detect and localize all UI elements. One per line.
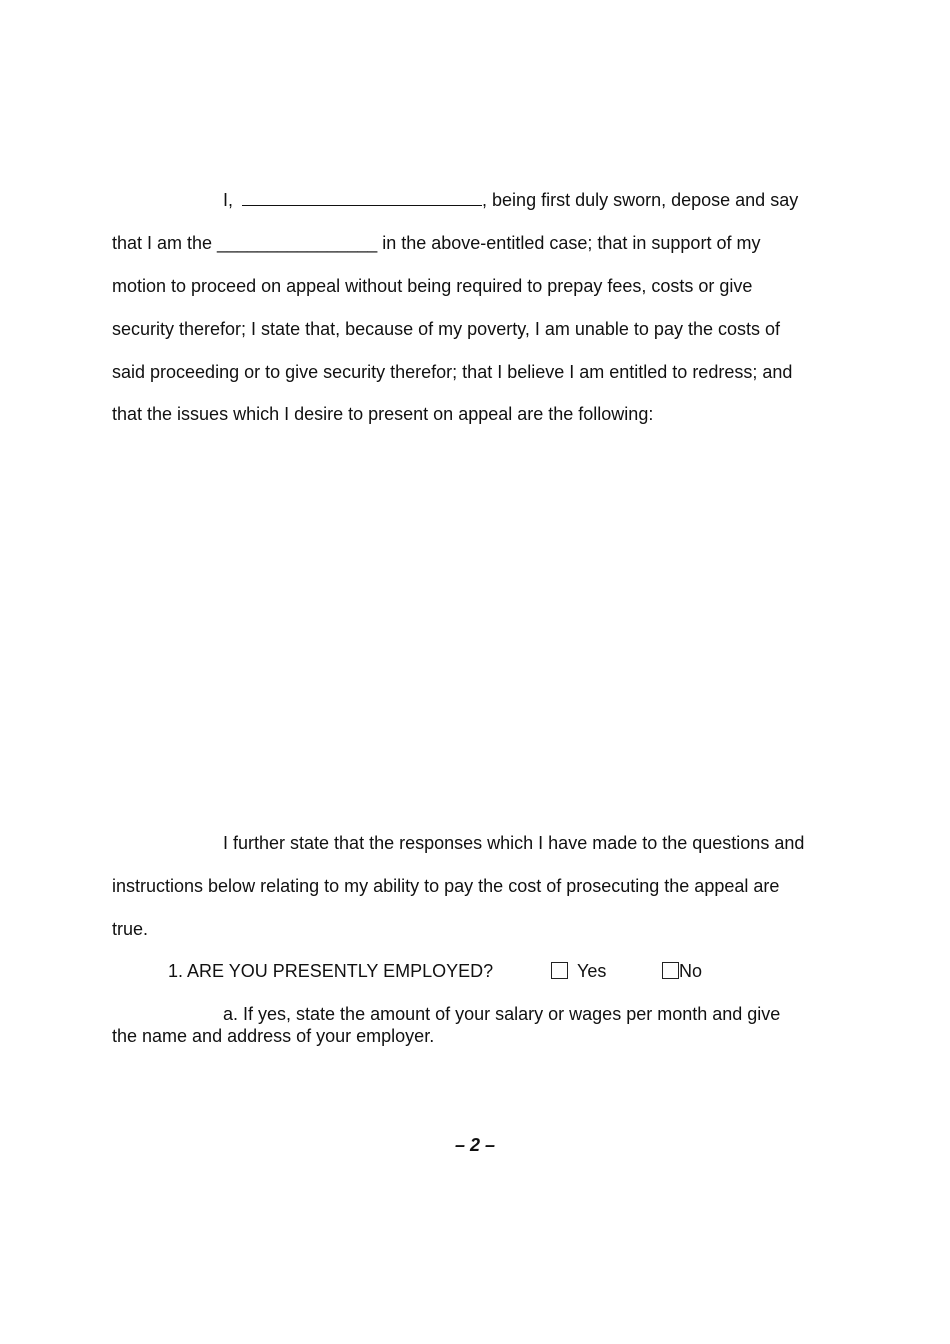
affidavit-line-3: motion to proceed on appeal without being required to prepay fees, costs or give [112,276,753,296]
question-1-no-option[interactable] [662,960,702,982]
further-line-2: instructions below relating to my ability to pay the cost of prosecuting the appeal are [112,876,780,896]
question-1a-line-1: a. If yes, state the amount of your salary or wages per month and give [223,1004,781,1024]
question-1-label: 1. ARE YOU PRESENTLY EMPLOYED? [168,961,494,981]
affidavit-line-6: that the issues which I desire to present on appeal are the following: [112,404,654,424]
affidavit-line-1 [223,189,798,211]
no-label: No [679,961,703,981]
question-1a-line-2: the name and address of your employer. [112,1026,435,1046]
name-blank-field[interactable] [242,189,482,206]
page-number: – 2 – [454,1135,496,1155]
no-checkbox[interactable] [662,962,679,979]
further-line-1: I further state that the responses which I have made to the questions and [223,833,805,853]
further-line-3: true. [112,919,149,939]
affidavit-line-4: security therefor; I state that, because of my poverty, I am unable to pay the costs of [112,319,781,339]
affidavit-line-1-suffix: , being first duly sworn, depose and say [482,190,799,210]
yes-label: Yes [577,961,607,981]
question-1-yes-option[interactable] [551,960,606,982]
affidavit-line-5: said proceeding or to give security therefor; that I believe I am entitled to redress; and [112,362,793,382]
affidavit-prefix: I, [223,190,234,210]
affidavit-line-2: that I am the ________________ in the above-entitled case; that in support of my [112,233,761,253]
yes-checkbox[interactable] [551,962,568,979]
